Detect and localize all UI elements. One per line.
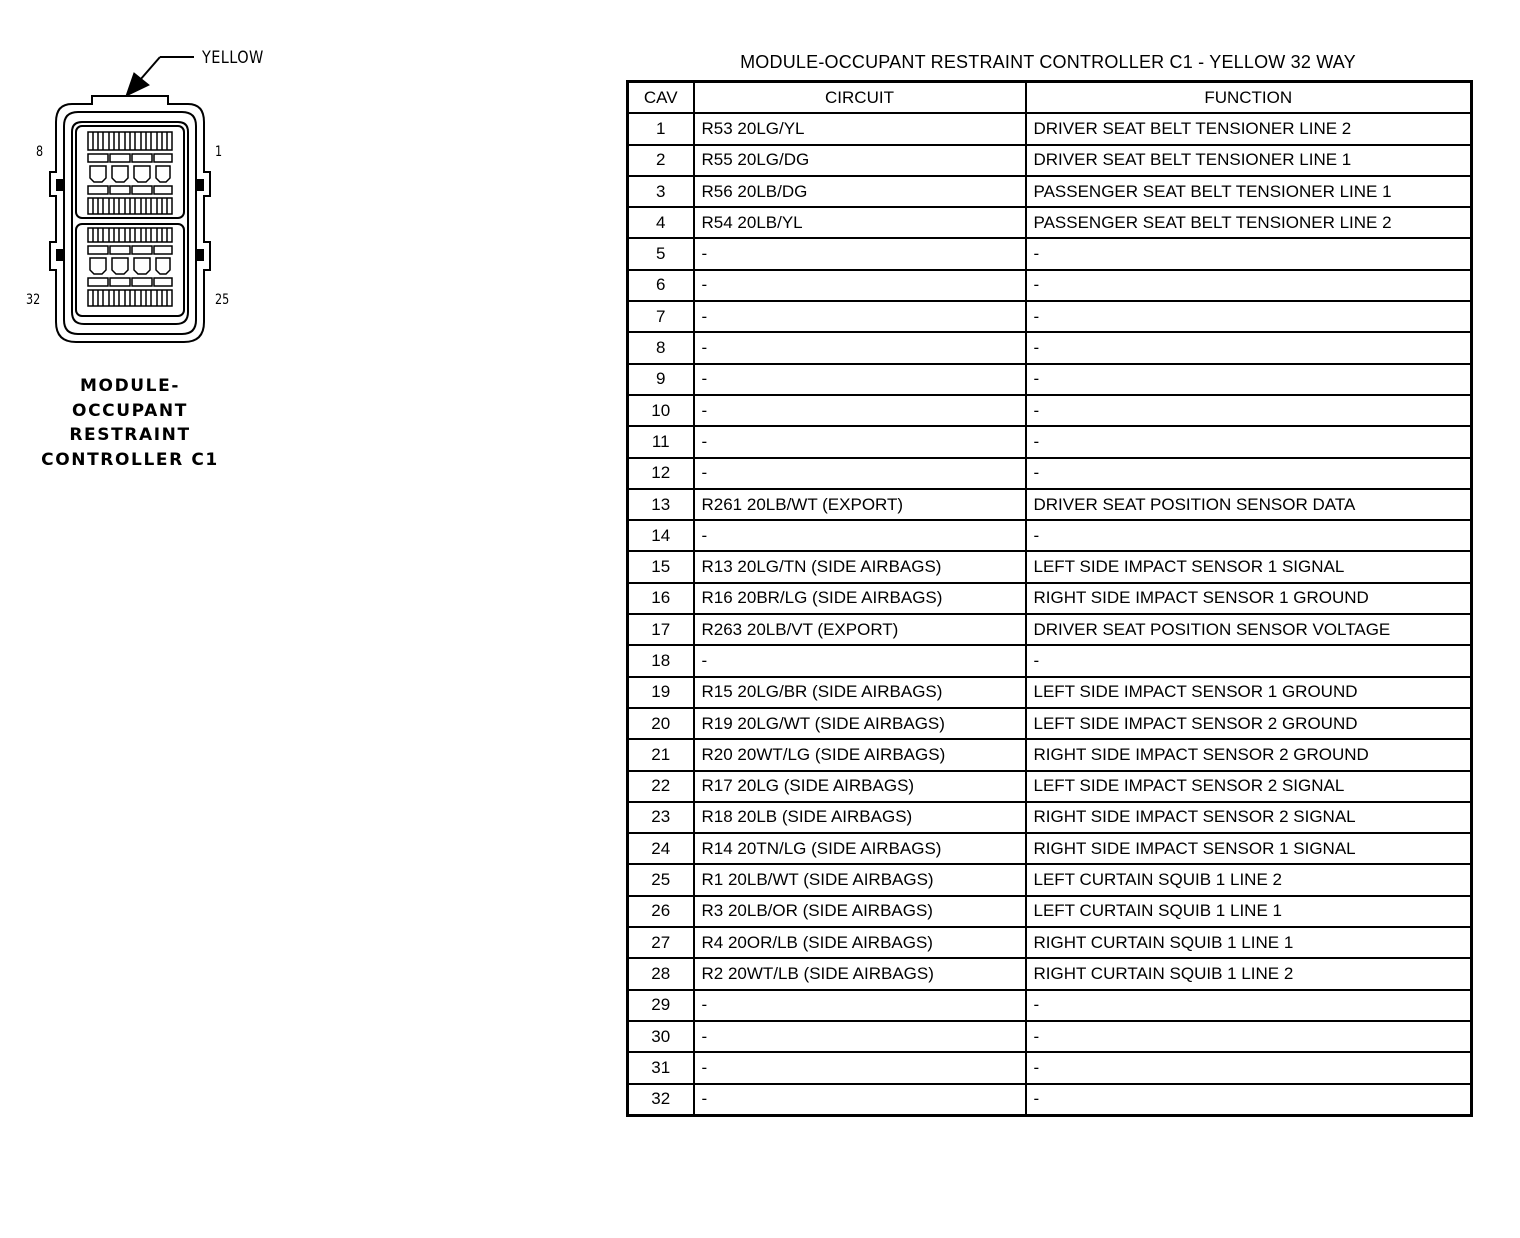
cell-circuit: - — [694, 1021, 1026, 1052]
cell-function: PASSENGER SEAT BELT TENSIONER LINE 2 — [1026, 207, 1472, 238]
table-row — [628, 864, 1472, 895]
table-row — [628, 551, 1472, 582]
table-row — [628, 1021, 1472, 1052]
cell-circuit: - — [694, 395, 1026, 426]
caption-line: OCCUPANT — [72, 400, 188, 421]
cell-cav: 27 — [628, 927, 694, 958]
connector-diagram — [0, 0, 300, 480]
table-row — [628, 301, 1472, 332]
pin-label-bottom-left: 32 — [26, 292, 41, 308]
table-row — [628, 332, 1472, 363]
table-row — [628, 270, 1472, 301]
cell-circuit: - — [694, 990, 1026, 1021]
cell-circuit: - — [694, 270, 1026, 301]
table-row — [628, 739, 1472, 770]
cell-cav: 9 — [628, 364, 694, 395]
cell-circuit: - — [694, 520, 1026, 551]
cell-cav: 7 — [628, 301, 694, 332]
cell-cav: 13 — [628, 489, 694, 520]
cell-circuit: R3 20LB/OR (SIDE AIRBAGS) — [694, 896, 1026, 927]
cell-circuit: R13 20LG/TN (SIDE AIRBAGS) — [694, 551, 1026, 582]
lower-terminal-grid — [88, 228, 172, 306]
cell-cav: 1 — [628, 113, 694, 144]
pin-label-top-left: 8 — [36, 144, 44, 160]
table-row — [628, 395, 1472, 426]
cell-cav: 18 — [628, 645, 694, 676]
table-row — [628, 364, 1472, 395]
table-row — [628, 990, 1472, 1021]
cell-circuit: R2 20WT/LB (SIDE AIRBAGS) — [694, 958, 1026, 989]
cell-function: PASSENGER SEAT BELT TENSIONER LINE 1 — [1026, 176, 1472, 207]
pinout-table-body — [628, 113, 1472, 1115]
caption-line: CONTROLLER C1 — [41, 449, 219, 470]
table-row — [628, 645, 1472, 676]
cell-circuit: R14 20TN/LG (SIDE AIRBAGS) — [694, 833, 1026, 864]
cell-circuit: - — [694, 1052, 1026, 1083]
cell-function: DRIVER SEAT POSITION SENSOR DATA — [1026, 489, 1472, 520]
table-row — [628, 113, 1472, 144]
cell-cav: 15 — [628, 551, 694, 582]
cell-cav: 24 — [628, 833, 694, 864]
header-circuit: CIRCUIT — [694, 82, 1026, 114]
table-row — [628, 677, 1472, 708]
cell-function: RIGHT SIDE IMPACT SENSOR 1 SIGNAL — [1026, 833, 1472, 864]
table-row — [628, 927, 1472, 958]
cell-cav: 6 — [628, 270, 694, 301]
cell-circuit: - — [694, 364, 1026, 395]
pin-label-top-right: 1 — [215, 144, 223, 160]
cell-function: LEFT SIDE IMPACT SENSOR 2 SIGNAL — [1026, 771, 1472, 802]
cell-function: RIGHT SIDE IMPACT SENSOR 2 GROUND — [1026, 739, 1472, 770]
table-title: MODULE-OCCUPANT RESTRAINT CONTROLLER C1 - YELLOW 32 WAY — [740, 52, 1356, 72]
cell-circuit: R4 20OR/LB (SIDE AIRBAGS) — [694, 927, 1026, 958]
cell-function: - — [1026, 238, 1472, 269]
cell-function: LEFT SIDE IMPACT SENSOR 1 SIGNAL — [1026, 551, 1472, 582]
cell-circuit: - — [694, 458, 1026, 489]
cell-function: - — [1026, 1021, 1472, 1052]
cell-circuit: R15 20LG/BR (SIDE AIRBAGS) — [694, 677, 1026, 708]
table-row — [628, 489, 1472, 520]
cell-cav: 14 — [628, 520, 694, 551]
cell-cav: 11 — [628, 426, 694, 457]
table-row — [628, 896, 1472, 927]
cell-circuit: R17 20LG (SIDE AIRBAGS) — [694, 771, 1026, 802]
pin-label-bottom-right: 25 — [215, 292, 230, 308]
caption-line: RESTRAINT — [69, 425, 191, 445]
cell-function: - — [1026, 332, 1472, 363]
cell-cav: 2 — [628, 145, 694, 176]
table-row — [628, 583, 1472, 614]
table-header-row — [628, 82, 1472, 114]
table-row — [628, 520, 1472, 551]
cell-circuit: R20 20WT/LG (SIDE AIRBAGS) — [694, 739, 1026, 770]
caption-line: MODULE- — [80, 376, 180, 396]
cell-function: - — [1026, 395, 1472, 426]
cell-function: LEFT CURTAIN SQUIB 1 LINE 1 — [1026, 896, 1472, 927]
cell-function: RIGHT CURTAIN SQUIB 1 LINE 1 — [1026, 927, 1472, 958]
cell-cav: 30 — [628, 1021, 694, 1052]
table-row — [628, 426, 1472, 457]
cell-cav: 10 — [628, 395, 694, 426]
connector-color-label: YELLOW — [202, 48, 264, 68]
table-row — [628, 238, 1472, 269]
cell-cav: 22 — [628, 771, 694, 802]
table-row — [628, 958, 1472, 989]
cell-circuit: R55 20LG/DG — [694, 145, 1026, 176]
table-row — [628, 145, 1472, 176]
cell-function: LEFT SIDE IMPACT SENSOR 1 GROUND — [1026, 677, 1472, 708]
header-cav: CAV — [628, 82, 694, 114]
cell-function: LEFT CURTAIN SQUIB 1 LINE 2 — [1026, 864, 1472, 895]
upper-terminal-grid — [88, 132, 172, 214]
cell-cav: 12 — [628, 458, 694, 489]
cell-cav: 20 — [628, 708, 694, 739]
cell-circuit: - — [694, 1084, 1026, 1116]
table-row — [628, 833, 1472, 864]
cell-function: RIGHT SIDE IMPACT SENSOR 1 GROUND — [1026, 583, 1472, 614]
cell-function: - — [1026, 270, 1472, 301]
cell-cav: 23 — [628, 802, 694, 833]
cell-cav: 29 — [628, 990, 694, 1021]
cell-cav: 8 — [628, 332, 694, 363]
cell-function: - — [1026, 1084, 1472, 1116]
cell-circuit: R56 20LB/DG — [694, 176, 1026, 207]
cell-cav: 16 — [628, 583, 694, 614]
table-row — [628, 771, 1472, 802]
table-row — [628, 708, 1472, 739]
cell-cav: 4 — [628, 207, 694, 238]
cell-cav: 25 — [628, 864, 694, 895]
cell-cav: 32 — [628, 1084, 694, 1116]
cell-cav: 19 — [628, 677, 694, 708]
cell-function: - — [1026, 301, 1472, 332]
cell-function: RIGHT SIDE IMPACT SENSOR 2 SIGNAL — [1026, 802, 1472, 833]
cell-cav: 26 — [628, 896, 694, 927]
cell-cav: 21 — [628, 739, 694, 770]
table-row — [628, 614, 1472, 645]
cell-function: - — [1026, 1052, 1472, 1083]
cell-function: DRIVER SEAT BELT TENSIONER LINE 2 — [1026, 113, 1472, 144]
cell-function: - — [1026, 645, 1472, 676]
table-row — [628, 458, 1472, 489]
cell-circuit: R263 20LB/VT (EXPORT) — [694, 614, 1026, 645]
cell-function: - — [1026, 426, 1472, 457]
cell-cav: 31 — [628, 1052, 694, 1083]
cell-function: LEFT SIDE IMPACT SENSOR 2 GROUND — [1026, 708, 1472, 739]
cell-function: - — [1026, 520, 1472, 551]
cell-circuit: R53 20LG/YL — [694, 113, 1026, 144]
table-row — [628, 207, 1472, 238]
cell-circuit: - — [694, 426, 1026, 457]
cell-circuit: - — [694, 238, 1026, 269]
table-row — [628, 1084, 1472, 1116]
cell-function: - — [1026, 458, 1472, 489]
cell-function: RIGHT CURTAIN SQUIB 1 LINE 2 — [1026, 958, 1472, 989]
cell-function: - — [1026, 364, 1472, 395]
header-function: FUNCTION — [1026, 82, 1472, 114]
color-leader-arrow — [126, 57, 194, 96]
cell-circuit: R54 20LB/YL — [694, 207, 1026, 238]
cell-cav: 28 — [628, 958, 694, 989]
cell-circuit: R19 20LG/WT (SIDE AIRBAGS) — [694, 708, 1026, 739]
cell-circuit: - — [694, 645, 1026, 676]
cell-circuit: R1 20LB/WT (SIDE AIRBAGS) — [694, 864, 1026, 895]
cell-circuit: - — [694, 301, 1026, 332]
table-row — [628, 802, 1472, 833]
cell-function: DRIVER SEAT POSITION SENSOR VOLTAGE — [1026, 614, 1472, 645]
cell-cav: 17 — [628, 614, 694, 645]
table-row — [628, 1052, 1472, 1083]
cell-circuit: R261 20LB/WT (EXPORT) — [694, 489, 1026, 520]
cell-circuit: R16 20BR/LG (SIDE AIRBAGS) — [694, 583, 1026, 614]
pinout-table — [626, 80, 1473, 1117]
cell-circuit: - — [694, 332, 1026, 363]
table-row — [628, 176, 1472, 207]
cell-circuit: R18 20LB (SIDE AIRBAGS) — [694, 802, 1026, 833]
cell-cav: 5 — [628, 238, 694, 269]
connector-caption — [30, 374, 230, 472]
cell-function: - — [1026, 990, 1472, 1021]
cell-function: DRIVER SEAT BELT TENSIONER LINE 1 — [1026, 145, 1472, 176]
cell-cav: 3 — [628, 176, 694, 207]
